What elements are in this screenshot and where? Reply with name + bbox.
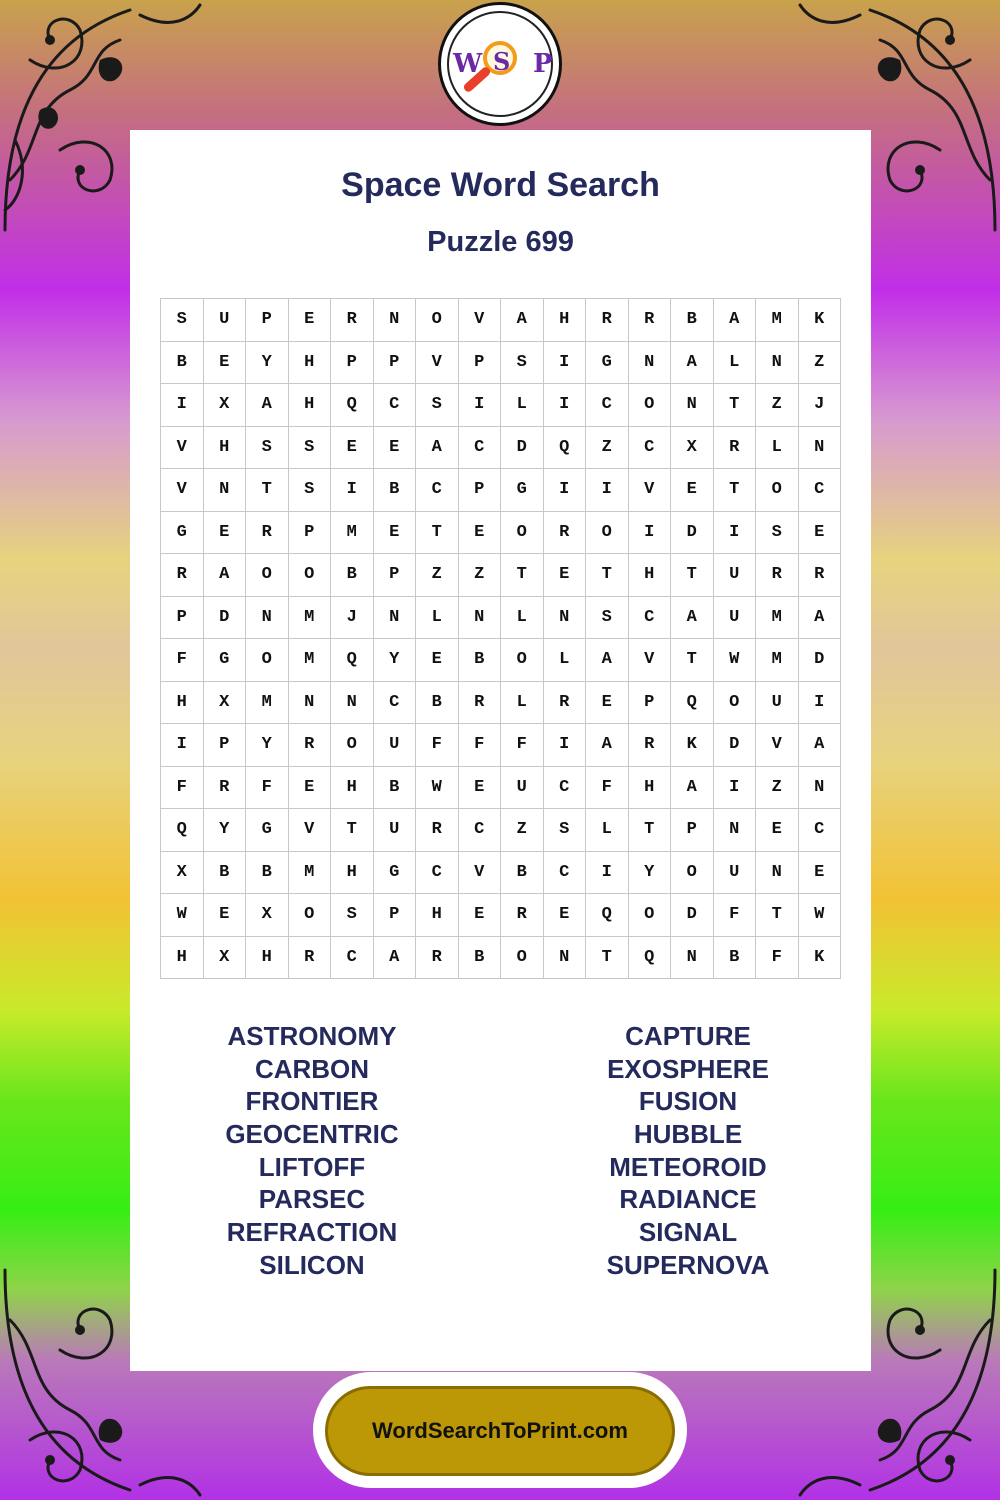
grid-cell[interactable]: W bbox=[799, 894, 842, 937]
word-list bbox=[130, 1020, 871, 1300]
word-list-item: FRONTIER bbox=[245, 1086, 379, 1117]
grid-cell[interactable]: Q bbox=[586, 894, 629, 937]
word-list-item: METEOROID bbox=[609, 1151, 767, 1182]
grid-cell[interactable]: Z bbox=[416, 554, 459, 597]
grid-cell[interactable]: I bbox=[544, 469, 587, 512]
grid-cell[interactable]: A bbox=[246, 384, 289, 427]
grid-cell[interactable]: R bbox=[331, 299, 374, 342]
grid-cell[interactable]: O bbox=[246, 554, 289, 597]
grid-cell[interactable]: R bbox=[756, 554, 799, 597]
grid-cell[interactable]: V bbox=[629, 469, 672, 512]
grid-cell[interactable]: H bbox=[204, 427, 247, 470]
grid-cell[interactable]: N bbox=[714, 809, 757, 852]
grid-cell[interactable]: S bbox=[331, 894, 374, 937]
grid-cell[interactable]: I bbox=[331, 469, 374, 512]
grid-cell[interactable]: V bbox=[629, 639, 672, 682]
grid-cell[interactable]: L bbox=[544, 639, 587, 682]
grid-cell[interactable]: B bbox=[459, 937, 502, 980]
grid-cell[interactable]: P bbox=[671, 809, 714, 852]
page-title: Space Word Search bbox=[341, 166, 660, 204]
grid-cell[interactable]: F bbox=[416, 724, 459, 767]
grid-cell[interactable]: E bbox=[799, 852, 842, 895]
grid-cell[interactable]: O bbox=[629, 384, 672, 427]
grid-cell[interactable]: M bbox=[331, 512, 374, 555]
grid-cell[interactable]: P bbox=[459, 469, 502, 512]
grid-cell[interactable]: T bbox=[714, 384, 757, 427]
grid-cell[interactable]: Y bbox=[374, 639, 417, 682]
grid-cell[interactable]: I bbox=[586, 852, 629, 895]
word-list-item: ASTRONOMY bbox=[227, 1021, 397, 1051]
grid-cell[interactable]: T bbox=[416, 512, 459, 555]
grid-cell[interactable]: B bbox=[416, 682, 459, 725]
grid-cell[interactable]: S bbox=[544, 809, 587, 852]
grid-cell[interactable]: A bbox=[204, 554, 247, 597]
grid-cell[interactable]: L bbox=[586, 809, 629, 852]
grid-cell[interactable]: R bbox=[204, 767, 247, 810]
grid-cell[interactable]: M bbox=[756, 299, 799, 342]
grid-cell[interactable]: V bbox=[289, 809, 332, 852]
grid-cell[interactable]: R bbox=[501, 894, 544, 937]
grid-cell[interactable]: F bbox=[586, 767, 629, 810]
grid-cell[interactable]: N bbox=[289, 682, 332, 725]
grid-cell[interactable]: I bbox=[161, 384, 204, 427]
grid-cell[interactable]: X bbox=[246, 894, 289, 937]
grid-cell[interactable]: E bbox=[459, 512, 502, 555]
grid-cell[interactable]: H bbox=[544, 299, 587, 342]
grid-cell[interactable]: S bbox=[289, 469, 332, 512]
grid-cell[interactable]: C bbox=[459, 427, 502, 470]
grid-cell[interactable]: P bbox=[374, 342, 417, 385]
grid-cell[interactable]: P bbox=[331, 342, 374, 385]
grid-cell[interactable]: I bbox=[544, 724, 587, 767]
grid-cell[interactable]: U bbox=[374, 724, 417, 767]
grid-cell[interactable]: E bbox=[459, 767, 502, 810]
grid-cell[interactable]: H bbox=[331, 767, 374, 810]
grid-cell[interactable]: T bbox=[629, 809, 672, 852]
grid-cell[interactable]: D bbox=[501, 427, 544, 470]
grid-cell[interactable]: A bbox=[799, 597, 842, 640]
grid-cell[interactable]: I bbox=[459, 384, 502, 427]
grid-cell[interactable]: A bbox=[799, 724, 842, 767]
grid-cell[interactable]: E bbox=[204, 894, 247, 937]
grid-cell[interactable]: S bbox=[416, 384, 459, 427]
grid-cell[interactable]: M bbox=[289, 639, 332, 682]
grid-cell[interactable]: M bbox=[246, 682, 289, 725]
grid-cell[interactable]: B bbox=[374, 767, 417, 810]
grid-cell[interactable]: G bbox=[501, 469, 544, 512]
word-list-item: SIGNAL bbox=[638, 1217, 738, 1248]
grid-cell[interactable]: R bbox=[246, 512, 289, 555]
grid-cell[interactable]: E bbox=[374, 427, 417, 470]
grid-cell[interactable]: W bbox=[416, 767, 459, 810]
grid-cell[interactable]: R bbox=[586, 299, 629, 342]
word-list-item: CARBON bbox=[254, 1053, 370, 1084]
grid-cell[interactable]: Q bbox=[331, 639, 374, 682]
grid-cell[interactable]: B bbox=[501, 852, 544, 895]
grid-cell[interactable]: Z bbox=[799, 342, 842, 385]
grid-cell[interactable]: V bbox=[459, 299, 502, 342]
grid-cell[interactable]: G bbox=[586, 342, 629, 385]
grid-cell[interactable]: E bbox=[459, 894, 502, 937]
grid-cell[interactable]: K bbox=[671, 724, 714, 767]
grid-cell[interactable]: A bbox=[374, 937, 417, 980]
grid-cell[interactable]: O bbox=[756, 469, 799, 512]
grid-cell[interactable]: B bbox=[671, 299, 714, 342]
grid-cell[interactable]: X bbox=[204, 937, 247, 980]
grid-cell[interactable]: B bbox=[246, 852, 289, 895]
grid-cell[interactable]: I bbox=[544, 384, 587, 427]
grid-cell[interactable]: V bbox=[459, 852, 502, 895]
grid-cell[interactable]: Z bbox=[756, 767, 799, 810]
grid-cell[interactable]: E bbox=[586, 682, 629, 725]
grid-cell[interactable]: W bbox=[714, 639, 757, 682]
logo-letter-w: W bbox=[453, 49, 483, 79]
grid-cell[interactable]: I bbox=[714, 767, 757, 810]
grid-cell[interactable]: N bbox=[756, 852, 799, 895]
grid-cell[interactable]: B bbox=[331, 554, 374, 597]
grid-cell[interactable]: A bbox=[416, 427, 459, 470]
grid-cell[interactable]: L bbox=[756, 427, 799, 470]
letter-grid bbox=[160, 298, 841, 979]
puzzle-card bbox=[130, 130, 871, 1371]
grid-cell[interactable]: L bbox=[501, 597, 544, 640]
grid-cell[interactable]: A bbox=[671, 767, 714, 810]
grid-cell[interactable]: I bbox=[714, 512, 757, 555]
grid-cell[interactable]: R bbox=[416, 937, 459, 980]
grid-cell[interactable]: U bbox=[204, 299, 247, 342]
grid-cell[interactable]: O bbox=[246, 639, 289, 682]
grid-cell[interactable]: R bbox=[629, 299, 672, 342]
grid-cell[interactable]: P bbox=[374, 554, 417, 597]
grid-cell[interactable]: S bbox=[289, 427, 332, 470]
grid-cell[interactable]: L bbox=[501, 682, 544, 725]
grid-cell[interactable]: B bbox=[374, 469, 417, 512]
grid-cell[interactable]: E bbox=[671, 469, 714, 512]
grid-cell[interactable]: Q bbox=[544, 427, 587, 470]
grid-cell[interactable]: X bbox=[204, 682, 247, 725]
word-list-item: HUBBLE bbox=[633, 1119, 743, 1150]
grid-cell[interactable]: T bbox=[501, 554, 544, 597]
grid-cell[interactable]: F bbox=[756, 937, 799, 980]
grid-cell[interactable]: K bbox=[799, 937, 842, 980]
grid-cell[interactable]: E bbox=[756, 809, 799, 852]
grid-cell[interactable]: O bbox=[501, 639, 544, 682]
word-list-right-column bbox=[538, 1020, 838, 1282]
grid-cell[interactable]: P bbox=[246, 299, 289, 342]
grid-cell[interactable]: H bbox=[161, 937, 204, 980]
grid-cell[interactable]: L bbox=[501, 384, 544, 427]
grid-cell[interactable]: T bbox=[331, 809, 374, 852]
grid-cell[interactable]: K bbox=[799, 299, 842, 342]
word-list-item: CAPTURE bbox=[625, 1021, 751, 1051]
grid-cell[interactable]: S bbox=[756, 512, 799, 555]
grid-cell[interactable]: Z bbox=[756, 384, 799, 427]
grid-cell[interactable]: O bbox=[416, 299, 459, 342]
grid-cell[interactable]: D bbox=[714, 724, 757, 767]
grid-cell[interactable]: F bbox=[161, 639, 204, 682]
grid-cell[interactable]: T bbox=[671, 639, 714, 682]
word-list-item: FUSION bbox=[638, 1086, 738, 1117]
grid-cell[interactable]: M bbox=[756, 639, 799, 682]
grid-cell[interactable]: B bbox=[161, 342, 204, 385]
grid-cell[interactable]: P bbox=[161, 597, 204, 640]
puzzle-number: Puzzle 699 bbox=[427, 226, 574, 258]
grid-cell[interactable]: E bbox=[374, 512, 417, 555]
grid-cell[interactable]: C bbox=[374, 682, 417, 725]
grid-cell[interactable]: U bbox=[374, 809, 417, 852]
grid-cell[interactable]: O bbox=[629, 894, 672, 937]
grid-cell[interactable]: V bbox=[416, 342, 459, 385]
grid-cell[interactable]: Y bbox=[629, 852, 672, 895]
grid-cell[interactable]: A bbox=[586, 724, 629, 767]
grid-cell[interactable]: Y bbox=[204, 809, 247, 852]
grid-cell[interactable]: C bbox=[416, 469, 459, 512]
grid-cell[interactable]: V bbox=[161, 469, 204, 512]
grid-cell[interactable]: U bbox=[501, 767, 544, 810]
grid-cell[interactable]: E bbox=[204, 342, 247, 385]
grid-cell[interactable]: M bbox=[289, 852, 332, 895]
grid-cell[interactable]: W bbox=[161, 894, 204, 937]
grid-cell[interactable]: R bbox=[799, 554, 842, 597]
grid-cell[interactable]: E bbox=[289, 299, 332, 342]
grid-cell[interactable]: L bbox=[416, 597, 459, 640]
grid-cell[interactable]: U bbox=[714, 554, 757, 597]
grid-cell[interactable]: N bbox=[204, 469, 247, 512]
grid-cell[interactable]: Y bbox=[246, 342, 289, 385]
grid-cell[interactable]: N bbox=[671, 384, 714, 427]
grid-cell[interactable]: Y bbox=[246, 724, 289, 767]
grid-cell[interactable]: P bbox=[459, 342, 502, 385]
grid-cell[interactable]: Z bbox=[586, 427, 629, 470]
grid-cell[interactable]: N bbox=[374, 299, 417, 342]
grid-cell[interactable]: O bbox=[289, 894, 332, 937]
word-list-item: GEOCENTRIC bbox=[225, 1119, 399, 1150]
grid-cell[interactable]: F bbox=[714, 894, 757, 937]
grid-cell[interactable]: C bbox=[544, 852, 587, 895]
grid-cell[interactable]: B bbox=[459, 639, 502, 682]
grid-cell[interactable]: R bbox=[714, 427, 757, 470]
grid-cell[interactable]: N bbox=[544, 597, 587, 640]
grid-cell[interactable]: R bbox=[416, 809, 459, 852]
grid-cell[interactable]: S bbox=[501, 342, 544, 385]
grid-cell[interactable]: P bbox=[204, 724, 247, 767]
grid-cell[interactable]: P bbox=[374, 894, 417, 937]
grid-cell[interactable]: O bbox=[671, 852, 714, 895]
grid-cell[interactable]: A bbox=[671, 597, 714, 640]
grid-cell[interactable]: J bbox=[799, 384, 842, 427]
grid-cell[interactable]: E bbox=[204, 512, 247, 555]
grid-cell[interactable]: G bbox=[161, 512, 204, 555]
grid-cell[interactable]: T bbox=[246, 469, 289, 512]
grid-cell[interactable]: E bbox=[331, 427, 374, 470]
grid-cell[interactable]: N bbox=[246, 597, 289, 640]
grid-cell[interactable]: M bbox=[756, 597, 799, 640]
grid-cell[interactable]: A bbox=[501, 299, 544, 342]
grid-cell[interactable]: I bbox=[586, 469, 629, 512]
grid-cell[interactable]: B bbox=[714, 937, 757, 980]
grid-cell[interactable]: O bbox=[714, 682, 757, 725]
grid-cell[interactable]: Q bbox=[161, 809, 204, 852]
grid-cell[interactable]: C bbox=[629, 427, 672, 470]
grid-cell[interactable]: U bbox=[714, 597, 757, 640]
grid-cell[interactable]: C bbox=[544, 767, 587, 810]
grid-cell[interactable]: N bbox=[544, 937, 587, 980]
grid-cell[interactable]: C bbox=[586, 384, 629, 427]
grid-cell[interactable]: Z bbox=[459, 554, 502, 597]
grid-cell[interactable]: X bbox=[161, 852, 204, 895]
grid-cell[interactable]: F bbox=[459, 724, 502, 767]
word-list-item: SILICON bbox=[259, 1249, 365, 1280]
grid-cell[interactable]: N bbox=[459, 597, 502, 640]
grid-cell[interactable]: M bbox=[289, 597, 332, 640]
grid-cell[interactable]: I bbox=[629, 512, 672, 555]
grid-cell[interactable]: H bbox=[629, 767, 672, 810]
logo-letter-p: P bbox=[533, 49, 553, 79]
grid-cell[interactable]: H bbox=[289, 342, 332, 385]
grid-cell[interactable]: G bbox=[374, 852, 417, 895]
grid-cell[interactable]: H bbox=[331, 852, 374, 895]
grid-cell[interactable]: R bbox=[544, 512, 587, 555]
grid-cell[interactable]: N bbox=[629, 342, 672, 385]
word-list-item: RADIANCE bbox=[619, 1184, 757, 1215]
grid-cell[interactable]: E bbox=[799, 512, 842, 555]
grid-cell[interactable]: C bbox=[799, 469, 842, 512]
grid-cell[interactable]: P bbox=[289, 512, 332, 555]
grid-cell[interactable]: I bbox=[799, 682, 842, 725]
grid-cell[interactable]: H bbox=[629, 554, 672, 597]
grid-cell[interactable]: V bbox=[756, 724, 799, 767]
grid-cell[interactable]: S bbox=[161, 299, 204, 342]
grid-cell[interactable]: R bbox=[459, 682, 502, 725]
grid-cell[interactable]: I bbox=[544, 342, 587, 385]
grid-cell[interactable]: A bbox=[671, 342, 714, 385]
grid-cell[interactable]: T bbox=[756, 894, 799, 937]
word-list-item: SUPERNOVA bbox=[606, 1249, 770, 1280]
word-list-item: LIFTOFF bbox=[258, 1151, 366, 1182]
grid-cell[interactable]: G bbox=[246, 809, 289, 852]
grid-cell[interactable]: R bbox=[289, 724, 332, 767]
grid-cell[interactable]: B bbox=[204, 852, 247, 895]
grid-cell[interactable]: T bbox=[586, 554, 629, 597]
grid-cell[interactable]: S bbox=[586, 597, 629, 640]
grid-cell[interactable]: N bbox=[799, 767, 842, 810]
word-list-item: PARSEC bbox=[258, 1184, 366, 1215]
grid-cell[interactable]: H bbox=[289, 384, 332, 427]
grid-cell[interactable]: L bbox=[714, 342, 757, 385]
word-list-left-column bbox=[162, 1020, 462, 1282]
grid-cell[interactable]: C bbox=[416, 852, 459, 895]
grid-cell[interactable]: O bbox=[586, 512, 629, 555]
grid-cell[interactable]: U bbox=[714, 852, 757, 895]
grid-cell[interactable]: F bbox=[161, 767, 204, 810]
grid-cell[interactable]: C bbox=[799, 809, 842, 852]
grid-cell[interactable]: H bbox=[161, 682, 204, 725]
grid-cell[interactable]: Q bbox=[629, 937, 672, 980]
grid-cell[interactable]: V bbox=[161, 427, 204, 470]
grid-cell[interactable]: I bbox=[161, 724, 204, 767]
grid-cell[interactable]: Q bbox=[671, 682, 714, 725]
grid-cell[interactable]: R bbox=[161, 554, 204, 597]
grid-cell[interactable]: D bbox=[204, 597, 247, 640]
grid-cell[interactable]: F bbox=[501, 724, 544, 767]
grid-cell[interactable]: T bbox=[671, 554, 714, 597]
grid-cell[interactable]: O bbox=[501, 937, 544, 980]
grid-cell[interactable]: D bbox=[671, 894, 714, 937]
grid-cell[interactable]: N bbox=[799, 427, 842, 470]
grid-cell[interactable]: Z bbox=[501, 809, 544, 852]
grid-cell[interactable]: A bbox=[714, 299, 757, 342]
grid-cell[interactable]: D bbox=[671, 512, 714, 555]
grid-cell[interactable]: O bbox=[501, 512, 544, 555]
grid-cell[interactable]: S bbox=[246, 427, 289, 470]
grid-cell[interactable]: R bbox=[289, 937, 332, 980]
grid-cell[interactable]: T bbox=[586, 937, 629, 980]
word-list-item: EXOSPHERE bbox=[607, 1053, 769, 1084]
word-list-item: REFRACTION bbox=[226, 1217, 398, 1248]
grid-cell[interactable]: C bbox=[331, 937, 374, 980]
grid-cell[interactable]: N bbox=[331, 682, 374, 725]
grid-cell[interactable]: C bbox=[629, 597, 672, 640]
grid-cell[interactable]: E bbox=[544, 894, 587, 937]
grid-cell[interactable]: X bbox=[671, 427, 714, 470]
grid-cell[interactable]: X bbox=[204, 384, 247, 427]
grid-cell[interactable]: E bbox=[544, 554, 587, 597]
grid-cell[interactable]: N bbox=[756, 342, 799, 385]
grid-cell[interactable]: R bbox=[544, 682, 587, 725]
grid-cell[interactable]: A bbox=[586, 639, 629, 682]
grid-cell[interactable]: D bbox=[799, 639, 842, 682]
grid-cell[interactable]: J bbox=[331, 597, 374, 640]
website-button[interactable]: WordSearchToPrint.com bbox=[325, 1386, 675, 1476]
grid-cell[interactable]: T bbox=[714, 469, 757, 512]
grid-cell[interactable]: E bbox=[416, 639, 459, 682]
logo-letter-s: S bbox=[493, 47, 511, 76]
wsp-logo bbox=[438, 2, 562, 126]
grid-cell[interactable]: C bbox=[374, 384, 417, 427]
grid-cell[interactable]: N bbox=[671, 937, 714, 980]
grid-cell[interactable]: P bbox=[629, 682, 672, 725]
grid-cell[interactable]: O bbox=[289, 554, 332, 597]
grid-cell[interactable]: E bbox=[289, 767, 332, 810]
grid-cell[interactable]: C bbox=[459, 809, 502, 852]
grid-cell[interactable]: F bbox=[246, 767, 289, 810]
grid-cell[interactable]: H bbox=[416, 894, 459, 937]
grid-cell[interactable]: Q bbox=[331, 384, 374, 427]
grid-cell[interactable]: H bbox=[246, 937, 289, 980]
footer-pill bbox=[313, 1372, 687, 1488]
grid-cell[interactable]: O bbox=[331, 724, 374, 767]
grid-cell[interactable]: U bbox=[756, 682, 799, 725]
grid-cell[interactable]: N bbox=[374, 597, 417, 640]
grid-cell[interactable]: G bbox=[204, 639, 247, 682]
grid-cell[interactable]: R bbox=[629, 724, 672, 767]
